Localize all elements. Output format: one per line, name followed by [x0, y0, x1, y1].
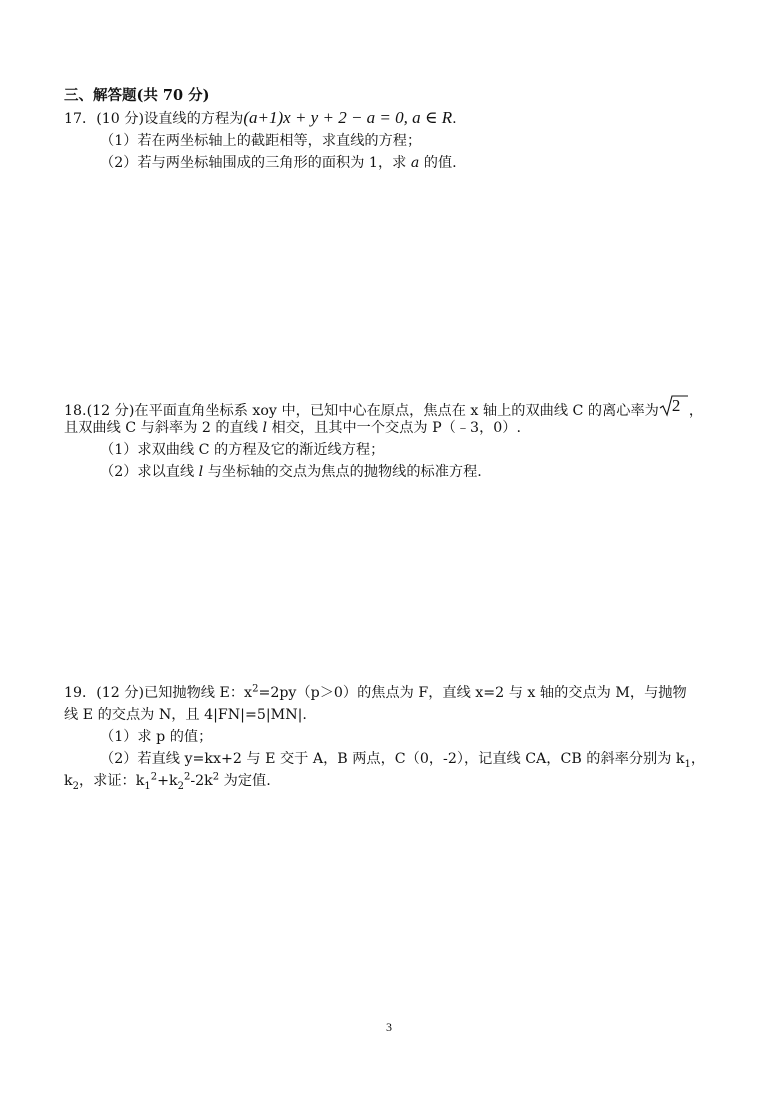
q17-part2-variable: a [410, 155, 420, 171]
q19-part1: （1）求 p 的值； [100, 729, 213, 745]
q19-line1-text-b: =2py（p＞0）的焦点为 F，直线 x=2 与 x 轴的交点为 M，与抛物 [258, 685, 687, 701]
q18-stem-line2 [64, 418, 521, 438]
q17-equation: (a+1)x + y + 2 − a = 0, a ∈ R [243, 108, 453, 127]
q18-part2-text-a: （2）求以直线 [100, 464, 199, 480]
q19-part2-line2 [64, 771, 271, 791]
sqrt-value: 2 [671, 396, 681, 415]
q18-line1-text-a: 18.(12 分)在平面直角坐标系 xoy 中，已知中心在原点，焦点在 x 轴上的双曲线 C 的离心率为 [64, 403, 659, 419]
q19-line4-sub2: 1 [144, 780, 151, 792]
q18-line2-text-b: 相交，且其中一个交点为 P（﹣3，0）. [267, 420, 521, 436]
q18-part2-variable: l [198, 464, 204, 480]
q19-part2-text-b: ， [690, 751, 706, 767]
q17-part2-text-b: 的值. [419, 155, 457, 171]
q19-line4-sup3: 2 [183, 771, 191, 783]
q17-part2-text-a: （2）若与两坐标轴围成的三角形的面积为 1，求 [100, 155, 411, 171]
q19-line4-sub3: 2 [177, 780, 184, 792]
q17-stem [64, 108, 457, 129]
q19-line4-sup2: 2 [150, 771, 158, 783]
q18-part2-text-b: 与坐标轴的交点为焦点的抛物线的标准方程. [203, 464, 482, 480]
page-number: 3 [386, 1020, 392, 1034]
q19-line1-text-a: 19．(12 分)已知抛物线 E：x [64, 685, 253, 701]
q19-part2-text-a: （2）若直线 y=kx+2 与 E 交于 A，B 两点，C（0，-2），记直线 CA，CB 的斜率分别为 k [100, 751, 685, 767]
q18-part2 [100, 462, 482, 482]
q17-prefix: 17．(10 分)设直线的方程为 [64, 111, 244, 127]
q17-suffix: . [452, 111, 457, 127]
q19-line4-text-d: -2k [190, 773, 213, 789]
q18-line2-text-a: 且双曲线 C 与斜率为 2 的直线 [64, 420, 263, 436]
q19-part2-subscript: 1 [684, 758, 691, 770]
q19-line4-text-b: ，求证：k [78, 773, 145, 789]
q18-line2-variable: l [262, 420, 268, 436]
q19-part2 [100, 749, 705, 769]
q19-line4-sub1: 2 [72, 780, 79, 792]
q19-line4-sup4: 2 [212, 771, 220, 783]
section-title: 三、解答题(共 70 分) [64, 87, 210, 104]
q19-stem-line1 [64, 683, 687, 703]
q17-part2 [100, 153, 457, 173]
q19-line4-text-c: +k [157, 773, 178, 789]
sqrt-symbol [659, 396, 689, 418]
q19-line4-text-e: 为定值. [219, 773, 271, 789]
q19-line1-superscript: 2 [252, 683, 259, 695]
q17-part1: （1）若在两坐标轴上的截距相等，求直线的方程； [100, 133, 422, 149]
q19-stem-line2: 线 E 的交点为 N，且 4|FN|=5|MN|. [64, 707, 307, 723]
q18-line1-text-b: ， [688, 403, 704, 419]
q19-line4-k: k [64, 773, 73, 789]
q18-part1: （1）求双曲线 C 的方程及它的渐近线方程； [100, 442, 385, 458]
